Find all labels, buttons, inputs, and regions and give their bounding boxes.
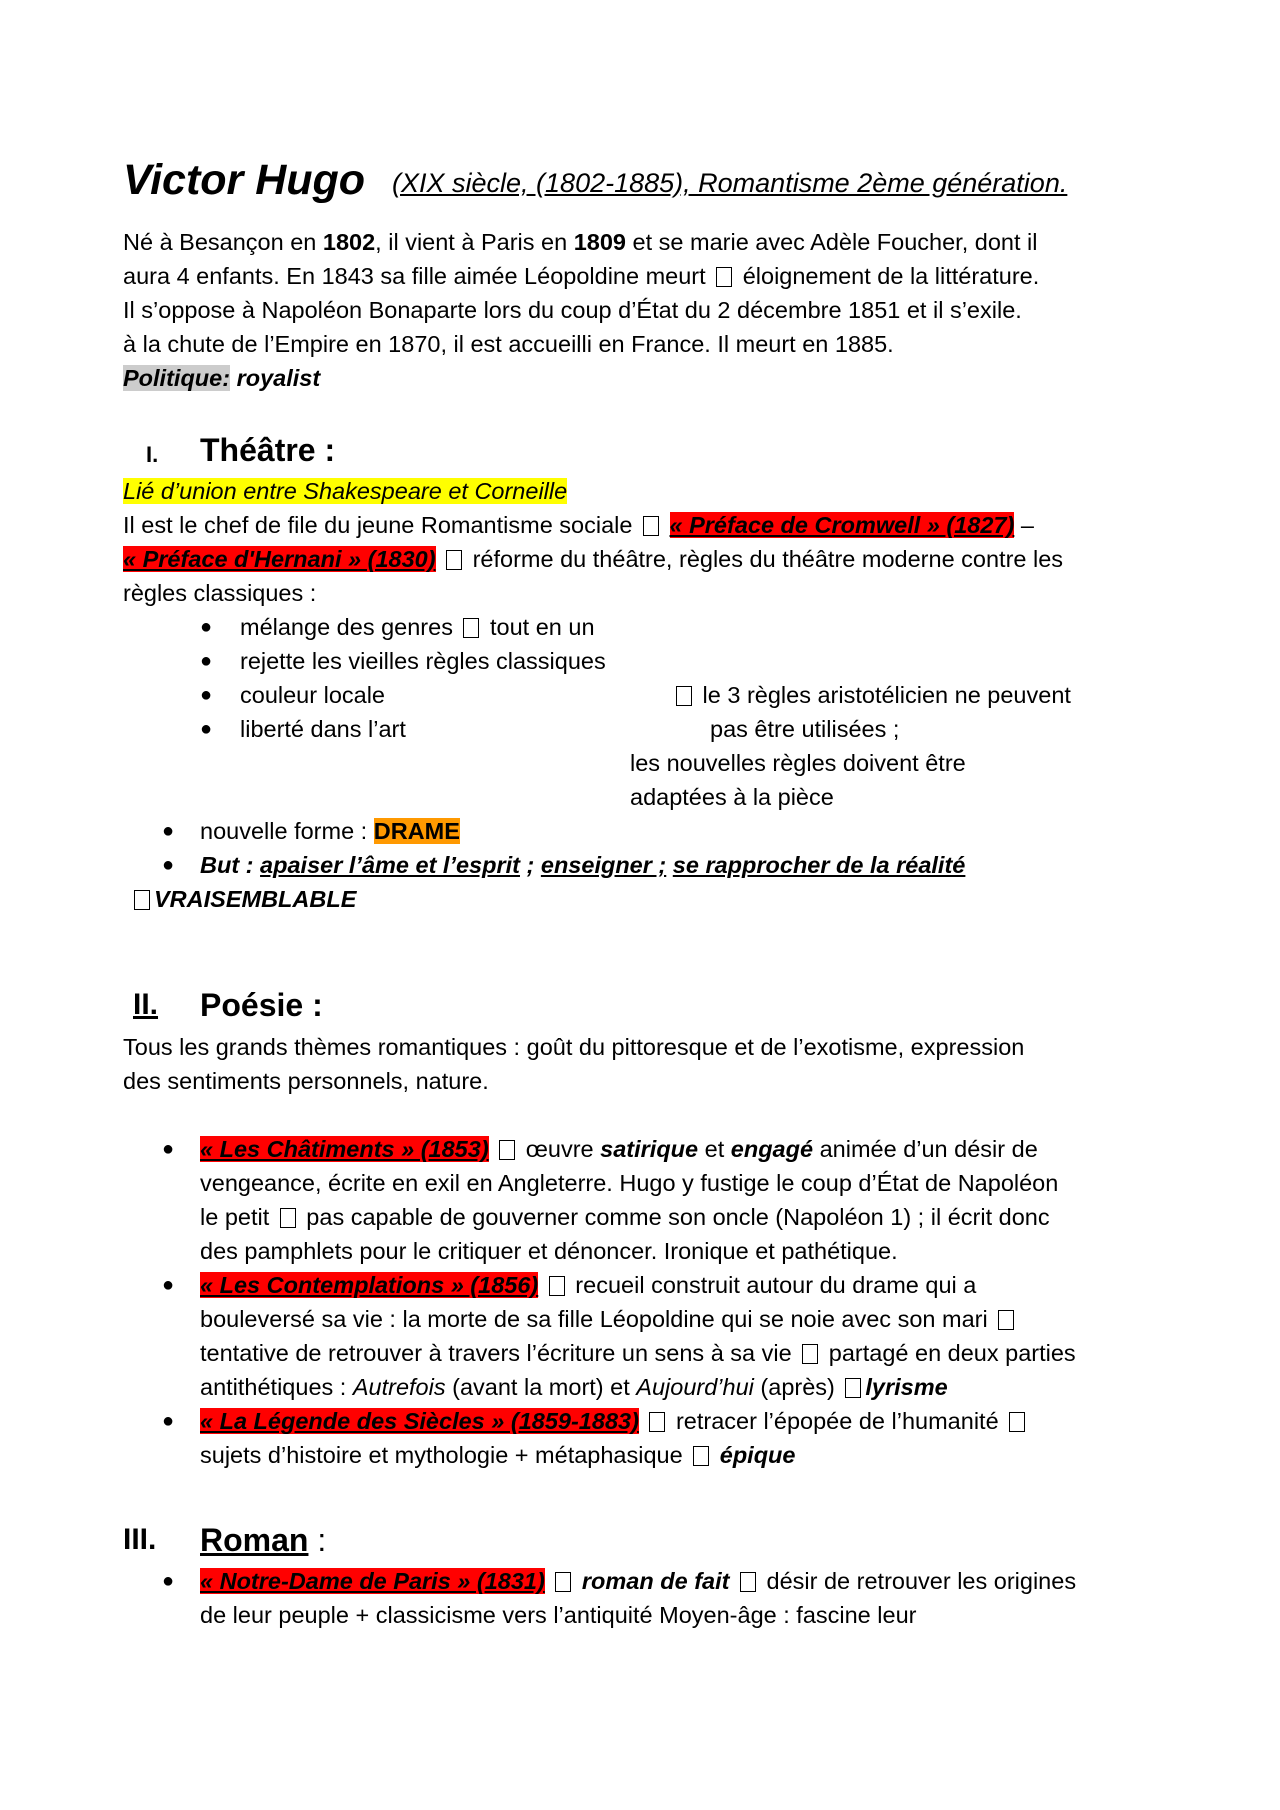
bio-line-2: aura 4 enfants. En 1843 sa fille aimée Léopoldine meurt éloignement de la littérature. — [123, 263, 1040, 289]
page-title: Victor Hugo — [123, 156, 366, 204]
poesie-intro-1: Tous les grands thèmes romantiques : goût du pittoresque et de l’exotisme, expression — [123, 1034, 1025, 1060]
arrow-box-icon — [845, 1378, 861, 1398]
theatre-side-note-4: adaptées à la pièce — [630, 784, 834, 810]
page-subtitle: (XIX siècle, (1802-1885), Romantisme 2ème génération. — [392, 168, 1068, 198]
arrow-box-icon — [446, 550, 462, 570]
bio-line-1: Né à Besançon en 1802, il vient à Paris en 1809 et se marie avec Adèle Foucher, dont il — [123, 229, 1038, 255]
notre-dame-line-2: de leur peuple + classicisme vers l’antiquité Moyen-âge : fascine leur — [200, 1602, 917, 1628]
arrow-box-icon — [998, 1310, 1014, 1330]
chatiments-line-1: « Les Châtiments » (1853) œuvre satirique et engagé animée d’un désir de — [200, 1136, 1038, 1162]
legende-line-2: sujets d’histoire et mythologie + métaphasique épique — [200, 1442, 796, 1468]
bullet-dot: ● — [162, 820, 175, 842]
theatre-line-2: « Préface d'Hernani » (1830) réforme du théâtre, règles du théâtre moderne contre les — [123, 546, 1064, 572]
bullet-dot: ● — [162, 1570, 175, 1592]
bio-line-4: à la chute de l’Empire en 1870, il est accueilli en France. Il meurt en 1885. — [123, 331, 894, 357]
section-number-theatre: I. — [146, 442, 159, 467]
bio-line-3: Il s’oppose à Napoléon Bonaparte lors du coup d’État du 2 décembre 1851 et il s’exile. — [123, 297, 1022, 323]
section-number-roman: III. — [123, 1523, 157, 1556]
theatre-side-note-1: le 3 règles aristotélicien ne peuvent — [672, 680, 1071, 710]
arrow-box-icon — [134, 890, 150, 910]
theatre-bullet-5: nouvelle forme : DRAME — [200, 818, 460, 844]
contemplations-line-3: tentative de retrouver à travers l’écriture un sens à sa vie partagé en deux parties — [200, 1340, 1076, 1366]
bullet-dot: ● — [200, 684, 213, 706]
section-heading-roman: Roman : — [200, 1522, 327, 1558]
section-heading-theatre: Théâtre : — [200, 432, 336, 468]
theatre-side-note-2: pas être utilisées ; — [710, 716, 900, 742]
arrow-box-icon — [740, 1572, 756, 1592]
theatre-line-1: Il est le chef de file du jeune Romantisme sociale « Préface de Cromwell » (1827) – — [123, 512, 1034, 538]
chatiments-line-2: vengeance, écrite en exil en Angleterre. Hugo y fustige le coup d’État de Napoléon — [200, 1170, 1059, 1196]
bullet-dot: ● — [162, 1138, 175, 1160]
arrow-box-icon — [549, 1276, 565, 1296]
theatre-bullet-1: mélange des genres tout en un — [240, 614, 595, 640]
theatre-bullet-3: couleur locale — [240, 682, 386, 708]
theatre-side-note-3: les nouvelles règles doivent être — [630, 750, 966, 776]
politics-line: Politique: royalist — [123, 365, 321, 391]
notre-dame-line-1: « Notre-Dame de Paris » (1831) roman de fait désir de retrouver les origines — [200, 1568, 1077, 1594]
theatre-bullet-2: rejette les vieilles règles classiques — [240, 648, 606, 674]
bullet-dot: ● — [162, 1274, 175, 1296]
arrow-box-icon — [280, 1208, 296, 1228]
section-number-poesie: II. — [133, 988, 159, 1021]
bullet-dot: ● — [200, 650, 213, 672]
legende-line-1: « La Légende des Siècles » (1859-1883) retracer l’épopée de l’humanité — [200, 1406, 1029, 1436]
arrow-box-icon — [463, 618, 479, 638]
arrow-box-icon — [499, 1140, 515, 1160]
arrow-box-icon — [716, 267, 732, 287]
poesie-intro-2: des sentiments personnels, nature. — [123, 1068, 489, 1094]
arrow-box-icon — [649, 1412, 665, 1432]
contemplations-line-2: bouleversé sa vie : la morte de sa fille Léopoldine qui se noie avec son mari — [200, 1304, 1018, 1334]
arrow-box-icon — [643, 516, 659, 536]
bullet-dot: ● — [200, 718, 213, 740]
theatre-bullet-4: liberté dans l’art — [240, 716, 406, 742]
section-heading-poesie: Poésie : — [200, 987, 323, 1023]
contemplations-line-4: antithétiques : Autrefois (avant la mort) et Aujourd’hui (après) lyrisme — [200, 1374, 948, 1400]
arrow-box-icon — [676, 686, 692, 706]
theatre-intro: Lié d’union entre Shakespeare et Corneille — [123, 478, 568, 504]
theatre-bullet-6: But : apaiser l’âme et l’esprit ; enseigner ; se rapprocher de la réalité — [200, 852, 966, 878]
contemplations-line-1: « Les Contemplations » (1856) recueil construit autour du drame qui a — [200, 1272, 977, 1298]
arrow-box-icon — [802, 1344, 818, 1364]
theatre-line-3: règles classiques : — [123, 580, 317, 606]
bullet-dot: ● — [162, 1410, 175, 1432]
theatre-conclusion: VRAISEMBLABLE — [130, 884, 356, 914]
arrow-box-icon — [1009, 1412, 1025, 1432]
chatiments-line-3: le petit pas capable de gouverner comme son oncle (Napoléon 1) ; il écrit donc — [200, 1204, 1050, 1230]
chatiments-line-4: des pamphlets pour le critiquer et dénoncer. Ironique et pathétique. — [200, 1238, 898, 1264]
arrow-box-icon — [693, 1446, 709, 1466]
bullet-dot: ● — [162, 854, 175, 876]
arrow-box-icon — [555, 1572, 571, 1592]
bullet-dot: ● — [200, 616, 213, 638]
